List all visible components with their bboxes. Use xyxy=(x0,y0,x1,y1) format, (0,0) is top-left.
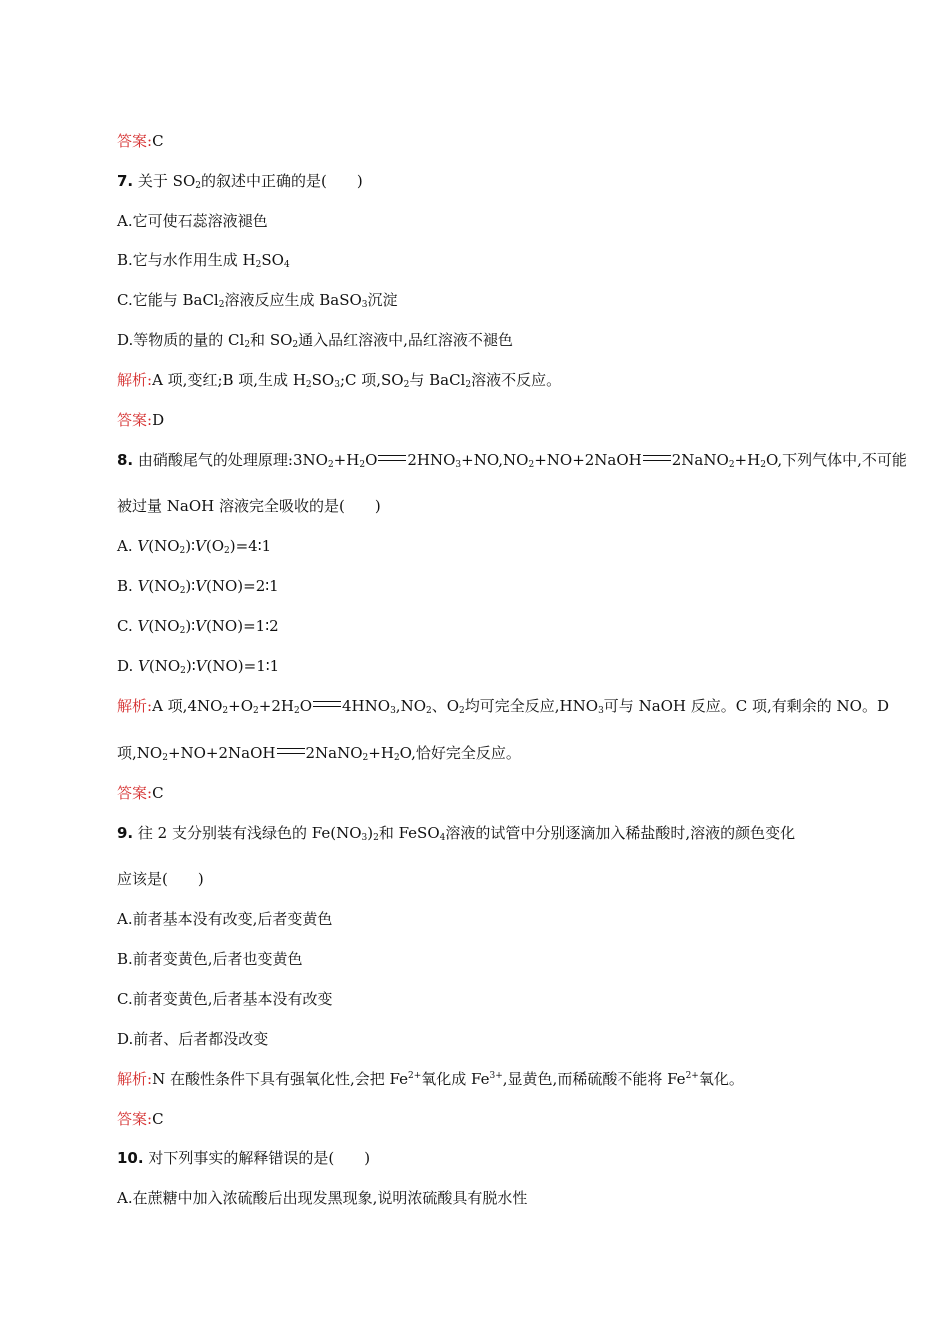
option-c: C.它能与 BaCl$_2$溶液反应生成 BaSO$_3$沉淀 xyxy=(117,291,398,310)
analysis-line-cont: 项$,NO_2+NO+2NaOH$ $2NaNO_2+H_2O$,恰好完全反应。 xyxy=(117,744,521,763)
option-b: B.它与水作用生成 $H_2SO_4$ xyxy=(117,251,290,270)
option-a: A.在蔗糖中加入浓硫酸后出现发黑现象,说明浓硫酸具有脱水性 xyxy=(117,1189,528,1207)
option-d: D.等物质的量的 $Cl_2$和 $SO_2$通入品红溶液中,品红溶液不褪色 xyxy=(117,331,513,350)
answer-label: 答案 xyxy=(117,132,148,150)
option-c: C.前者变黄色,后者基本没有改变 xyxy=(117,990,333,1008)
answer-value: C xyxy=(152,784,164,802)
question-stem-cont: 被过量 NaOH 溶液完全吸收的是( ) xyxy=(117,497,381,515)
question-number: 7. xyxy=(117,172,134,190)
question-stem: 9. 往 2 支分别装有浅绿色的 $Fe(NO_3)_2$和 FeSO$_4$溶液的试管中分别逐滴加入稀盐酸时,溶液的颜色变化 xyxy=(117,824,796,843)
option-d: D.前者、后者都没改变 xyxy=(117,1030,269,1048)
option-b: B. $V(NO_2)∶V(NO)=2∶1$ xyxy=(117,577,279,596)
answer-line: 答案:C xyxy=(117,784,164,802)
analysis-line: 解析:A 项$,4NO_2+O_2+2H_2O$ $4HNO_3,NO_2$、$O_2$均可完全反应$,HNO_3$可与 NaOH 反应。C 项,有剩余的 NO。D xyxy=(117,697,890,716)
analysis-line: 解析:A 项,变红;B 项,生成 $H_2SO_3;C$ 项$,SO_2$与 BaCl$_2$溶液不反应。 xyxy=(117,371,562,390)
question-number: 9. xyxy=(117,824,134,842)
answer-line: 答案:C xyxy=(117,132,164,150)
option-b: B.前者变黄色,后者也变黄色 xyxy=(117,950,303,968)
analysis-line: 解析:N 在酸性条件下具有强氧化性,会把 $Fe^{2+}$氧化成 $Fe^{3+}$,显黄色,而稀硫酸不能将 $Fe^{2+}$氧化。 xyxy=(117,1070,744,1088)
option-a: A. $V(NO_2)∶V(O_2)=4∶1$ xyxy=(117,537,272,556)
option-a: A.它可使石蕊溶液褪色 xyxy=(117,212,268,230)
question-stem: 8. 由硝酸尾气的处理原理$:3NO_2+H_2O$ $2HNO_3+NO,NO_2+NO+2NaOH$ $2NaNO_2+H_2O$,下列气体中,不可能 xyxy=(117,451,907,470)
equals-sign xyxy=(643,455,671,461)
option-d: D. $V(NO_2)∶V(NO)=1∶1$ xyxy=(117,657,280,676)
question-stem: 10. 对下列事实的解释错误的是( ) xyxy=(117,1149,371,1167)
answer-line: 答案:C xyxy=(117,1110,164,1128)
answer-value: C xyxy=(152,132,164,150)
answer-value: C xyxy=(152,1110,164,1128)
question-stem-cont: 应该是( ) xyxy=(117,870,204,888)
equals-sign xyxy=(277,748,305,754)
option-a: A.前者基本没有改变,后者变黄色 xyxy=(117,910,333,928)
question-stem: 7. 关于 $SO_2$的叙述中正确的是( ) xyxy=(117,172,363,191)
question-number: 10. xyxy=(117,1149,144,1167)
analysis-label: 解析 xyxy=(117,371,148,389)
equals-sign xyxy=(313,701,341,707)
option-c: C. $V(NO_2)∶V(NO)=1∶2$ xyxy=(117,617,279,636)
answer-value: D xyxy=(152,411,165,429)
equals-sign xyxy=(378,455,406,461)
question-number: 8. xyxy=(117,451,134,469)
answer-line: 答案:D xyxy=(117,411,165,429)
